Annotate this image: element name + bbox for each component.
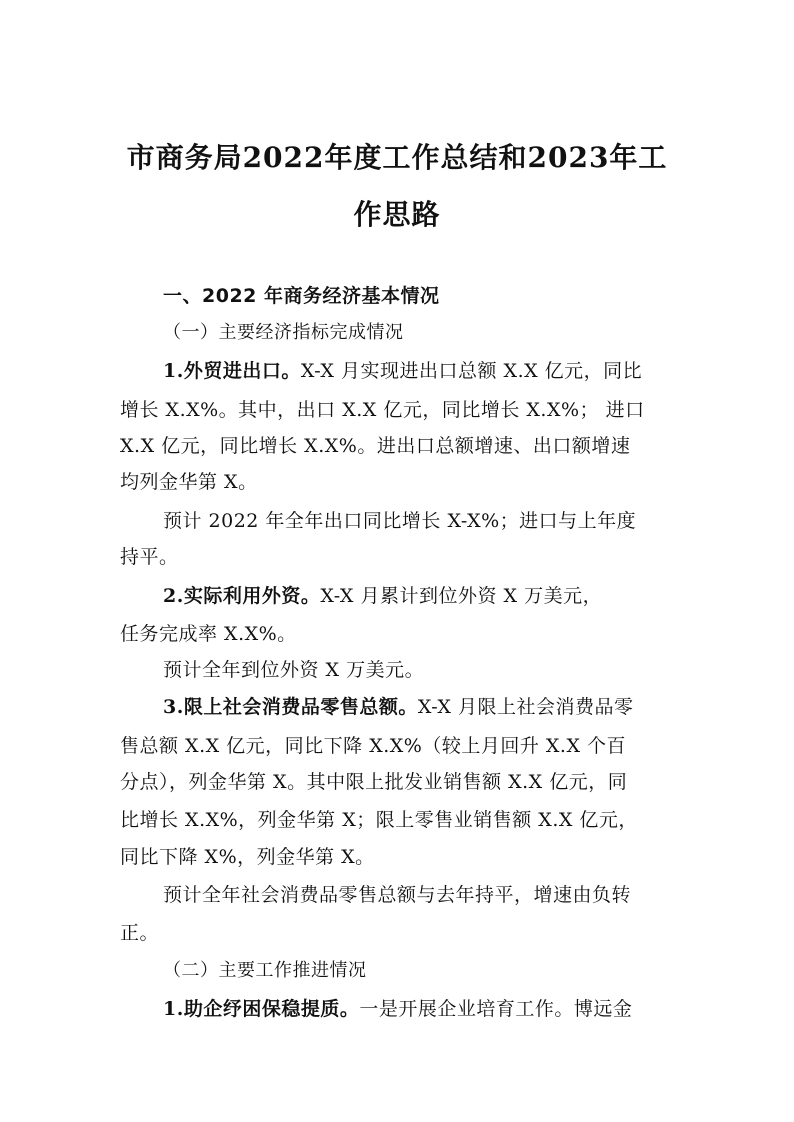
item-label: 1.外贸进出口。 bbox=[163, 360, 301, 382]
item-label: 2.实际利用外资。 bbox=[163, 585, 321, 607]
section-heading: 一、2022 年商务经济基本情况 bbox=[163, 285, 440, 307]
subsection-heading-1: （一）主要经济指标完成情况 bbox=[163, 322, 404, 343]
item-label: 1.助企纾困保稳提质。 bbox=[163, 998, 360, 1020]
document-title-line1: 市商务局2022年度工作总结和2023年工 bbox=[126, 141, 668, 174]
item-label: 3.限上社会消费品零售总额。 bbox=[163, 696, 418, 718]
document-title-line2: 作思路 bbox=[353, 198, 441, 231]
subsection-heading-2: （二）主要工作推进情况 bbox=[163, 960, 367, 981]
